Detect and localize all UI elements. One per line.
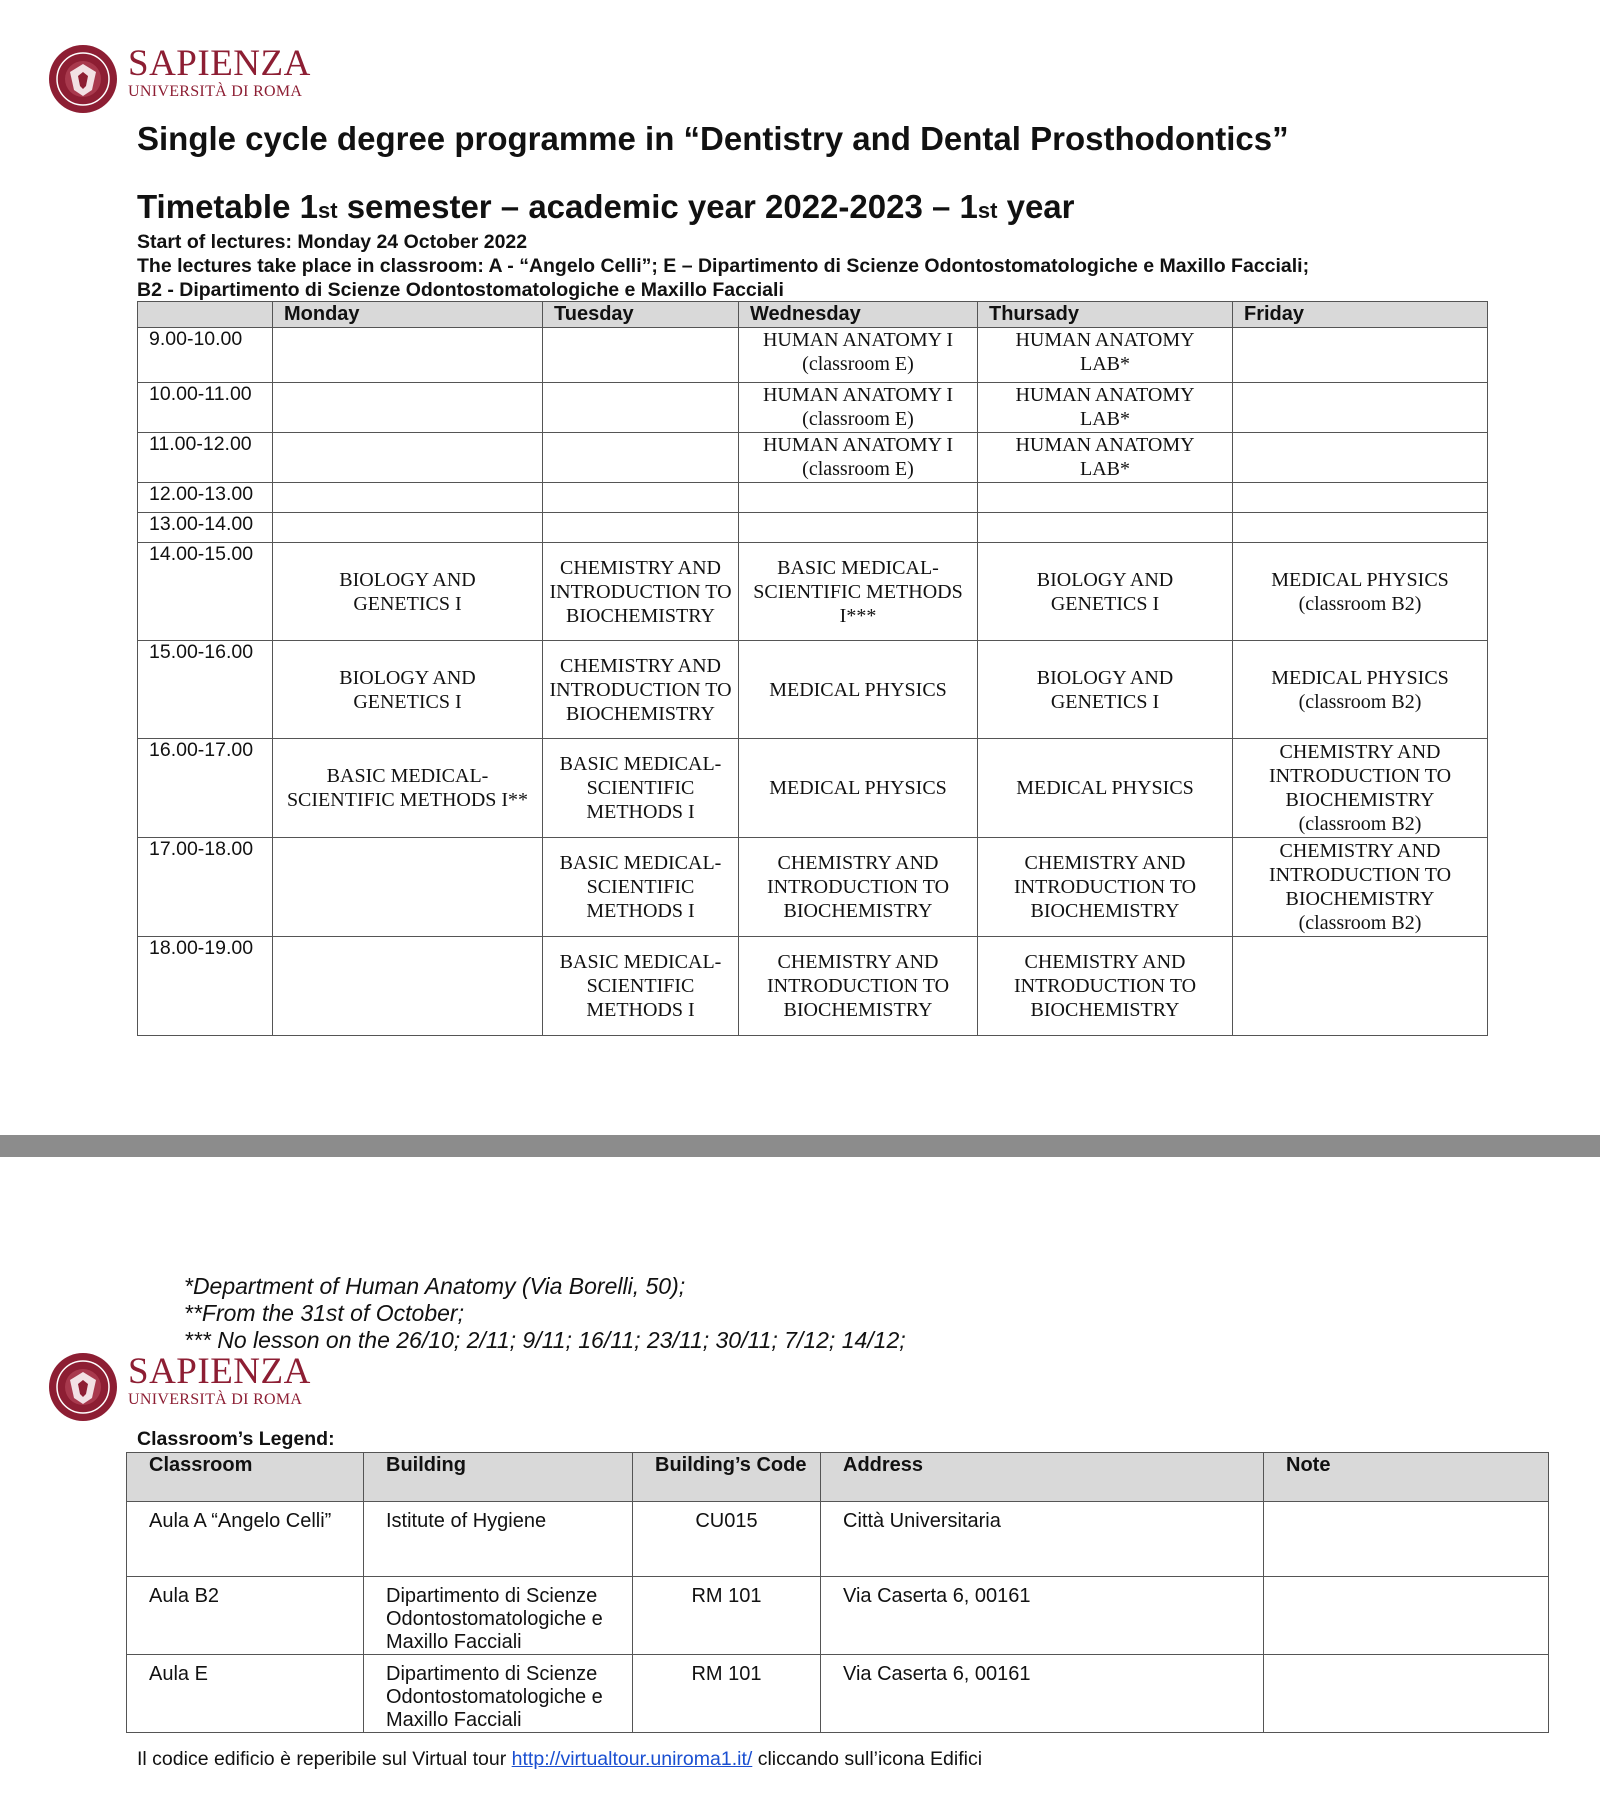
timetable-row (138, 739, 1488, 838)
lesson-cell (273, 328, 543, 383)
legend-header: Address (821, 1453, 1264, 1502)
header-day: Monday (273, 302, 543, 328)
sapienza-logo-top (48, 44, 311, 114)
footnotes (184, 1273, 906, 1354)
legend-header: Classroom (127, 1453, 364, 1502)
lesson-cell (1233, 433, 1488, 483)
lesson-cell: HUMAN ANATOMY I (classroom E) (739, 433, 978, 483)
time-slot: 17.00-18.00 (138, 838, 273, 937)
lesson-cell: BASIC MEDICAL- SCIENTIFIC METHODS I (543, 838, 739, 937)
logo-name: SAPIENZA (128, 1351, 311, 1392)
lesson-cell: MEDICAL PHYSICS (739, 641, 978, 739)
lesson-cell: BASIC MEDICAL- SCIENTIFIC METHODS I (543, 739, 739, 838)
lesson-cell: BIOLOGY AND GENETICS I (978, 543, 1233, 641)
legend-building-code: CU015 (633, 1502, 821, 1577)
legend-row (127, 1502, 1549, 1577)
lesson-cell (543, 483, 739, 513)
lesson-cell: CHEMISTRY AND INTRODUCTION TO BIOCHEMISTRY (classroom B2) (1233, 739, 1488, 838)
sapienza-logo-bottom (48, 1352, 311, 1422)
lesson-cell: CHEMISTRY AND INTRODUCTION TO BIOCHEMISTRY (978, 937, 1233, 1036)
logo-subtitle: UNIVERSITÀ DI ROMA (128, 83, 303, 100)
timetable-row (138, 641, 1488, 739)
lesson-cell: HUMAN ANATOMY I (classroom E) (739, 383, 978, 433)
time-slot: 13.00-14.00 (138, 513, 273, 543)
legend-row (127, 1655, 1549, 1733)
legend-note (1264, 1655, 1549, 1733)
timetable-header-row (138, 302, 1488, 328)
lesson-cell (273, 383, 543, 433)
lesson-cell (1233, 937, 1488, 1036)
lesson-cell (273, 937, 543, 1036)
time-slot: 10.00-11.00 (138, 383, 273, 433)
legend-building-code: RM 101 (633, 1655, 821, 1733)
time-slot: 9.00-10.00 (138, 328, 273, 383)
legend-building-code: RM 101 (633, 1577, 821, 1655)
time-slot: 11.00-12.00 (138, 433, 273, 483)
lesson-cell (739, 513, 978, 543)
time-slot: 12.00-13.00 (138, 483, 273, 513)
timetable-row (138, 543, 1488, 641)
footer-text: Il codice edificio è reperibile sul Virtual tour (137, 1748, 512, 1770)
timetable-row (138, 838, 1488, 937)
legend-header: Building (364, 1453, 633, 1502)
lesson-cell: CHEMISTRY AND INTRODUCTION TO BIOCHEMISTRY (978, 838, 1233, 937)
classrooms-info-line2: B2 - Dipartimento di Scienze Odontostomatologiche e Maxillo Facciali (137, 279, 784, 301)
lesson-cell (978, 513, 1233, 543)
header-day: Thursady (978, 302, 1233, 328)
lesson-cell (543, 433, 739, 483)
legend-classroom: Aula E (127, 1655, 364, 1733)
footer-text: cliccando sull’icona Edifici (752, 1748, 983, 1770)
lesson-cell: CHEMISTRY AND INTRODUCTION TO BIOCHEMISTRY (543, 641, 739, 739)
lesson-cell: BASIC MEDICAL- SCIENTIFIC METHODS I*** (739, 543, 978, 641)
timetable-row (138, 513, 1488, 543)
start-of-lectures: Start of lectures: Monday 24 October 2022 (137, 231, 528, 253)
footnote: *Department of Human Anatomy (Via Borelli, 50); (184, 1273, 686, 1299)
lesson-cell (543, 513, 739, 543)
lesson-cell (543, 383, 739, 433)
lesson-cell (273, 838, 543, 937)
legend-note (1264, 1577, 1549, 1655)
lesson-cell: BIOLOGY AND GENETICS I (978, 641, 1233, 739)
header-day: Wednesday (739, 302, 978, 328)
lesson-cell (273, 483, 543, 513)
lesson-cell (273, 433, 543, 483)
timetable-row (138, 483, 1488, 513)
lesson-cell: MEDICAL PHYSICS (739, 739, 978, 838)
legend-classroom: Aula B2 (127, 1577, 364, 1655)
lesson-cell: CHEMISTRY AND INTRODUCTION TO BIOCHEMISTRY (739, 838, 978, 937)
lesson-cell: CHEMISTRY AND INTRODUCTION TO BIOCHEMISTRY (739, 937, 978, 1036)
legend-classroom: Aula A “Angelo Celli” (127, 1502, 364, 1577)
legend-note (1264, 1502, 1549, 1577)
lesson-cell: HUMAN ANATOMY LAB* (978, 328, 1233, 383)
timetable-row (138, 433, 1488, 483)
legend-row (127, 1577, 1549, 1655)
logo-name: SAPIENZA (128, 43, 311, 84)
footnote: *** No lesson on the 26/10; 2/11; 9/11; 16/11; 23/11; 30/11; 7/12; 14/12; (184, 1327, 906, 1353)
footer-note (137, 1748, 982, 1771)
lesson-cell: CHEMISTRY AND INTRODUCTION TO BIOCHEMISTRY (543, 543, 739, 641)
lesson-cell: HUMAN ANATOMY I (classroom E) (739, 328, 978, 383)
lesson-cell (273, 513, 543, 543)
page-divider (0, 1135, 1600, 1157)
lesson-cell: MEDICAL PHYSICS (classroom B2) (1233, 543, 1488, 641)
classroom-legend-table (126, 1452, 1549, 1733)
legend-header: Building’s Code (633, 1453, 821, 1502)
lesson-cell (1233, 513, 1488, 543)
legend-building: Istitute of Hygiene (364, 1502, 633, 1577)
timetable-title: Timetable 1st semester – academic year 2022-2023 – 1st year (137, 188, 1075, 225)
legend-address: Via Caserta 6, 00161 (821, 1577, 1264, 1655)
legend-building: Dipartimento di Scienze Odontostomatologiche e Maxillo Facciali (364, 1655, 633, 1733)
lesson-cell: BASIC MEDICAL- SCIENTIFIC METHODS I (543, 937, 739, 1036)
lesson-cell: BASIC MEDICAL- SCIENTIFIC METHODS I** (273, 739, 543, 838)
legend-address: Città Universitaria (821, 1502, 1264, 1577)
legend-header: Note (1264, 1453, 1549, 1502)
logo-subtitle: UNIVERSITÀ DI ROMA (128, 1391, 303, 1408)
lesson-cell (1233, 383, 1488, 433)
time-slot: 14.00-15.00 (138, 543, 273, 641)
virtual-tour-link[interactable]: http://virtualtour.uniroma1.it/ (511, 1748, 753, 1770)
timetable-row (138, 937, 1488, 1036)
legend-title: Classroom’s Legend: (137, 1428, 335, 1450)
legend-building: Dipartimento di Scienze Odontostomatologiche e Maxillo Facciali (364, 1577, 633, 1655)
sapienza-seal-icon (48, 44, 118, 114)
header-day: Tuesday (543, 302, 739, 328)
timetable (137, 301, 1488, 1036)
legend-header-row (127, 1453, 1549, 1502)
header-time (138, 302, 273, 328)
timetable-row (138, 383, 1488, 433)
header-day: Friday (1233, 302, 1488, 328)
lesson-cell: HUMAN ANATOMY LAB* (978, 383, 1233, 433)
lesson-cell (739, 483, 978, 513)
lesson-cell: BIOLOGY AND GENETICS I (273, 543, 543, 641)
lesson-cell: BIOLOGY AND GENETICS I (273, 641, 543, 739)
time-slot: 15.00-16.00 (138, 641, 273, 739)
lesson-cell (1233, 483, 1488, 513)
lesson-cell (1233, 328, 1488, 383)
lesson-cell (543, 328, 739, 383)
lesson-cell: HUMAN ANATOMY LAB* (978, 433, 1233, 483)
lesson-cell: CHEMISTRY AND INTRODUCTION TO BIOCHEMISTRY (classroom B2) (1233, 838, 1488, 937)
classrooms-info-line1: The lectures take place in classroom: A - “Angelo Celli”; E – Dipartimento di Scienze Odontostomatologiche e Maxillo Facciali; (137, 255, 1310, 277)
sapienza-seal-icon (48, 1352, 118, 1422)
time-slot: 18.00-19.00 (138, 937, 273, 1036)
footnote: **From the 31st of October; (184, 1300, 464, 1326)
time-slot: 16.00-17.00 (138, 739, 273, 838)
timetable-row (138, 328, 1488, 383)
lesson-cell: MEDICAL PHYSICS (978, 739, 1233, 838)
lesson-cell (978, 483, 1233, 513)
lesson-cell: MEDICAL PHYSICS (classroom B2) (1233, 641, 1488, 739)
legend-address: Via Caserta 6, 00161 (821, 1655, 1264, 1733)
programme-title: Single cycle degree programme in “Dentistry and Dental Prosthodontics” (137, 120, 1289, 157)
